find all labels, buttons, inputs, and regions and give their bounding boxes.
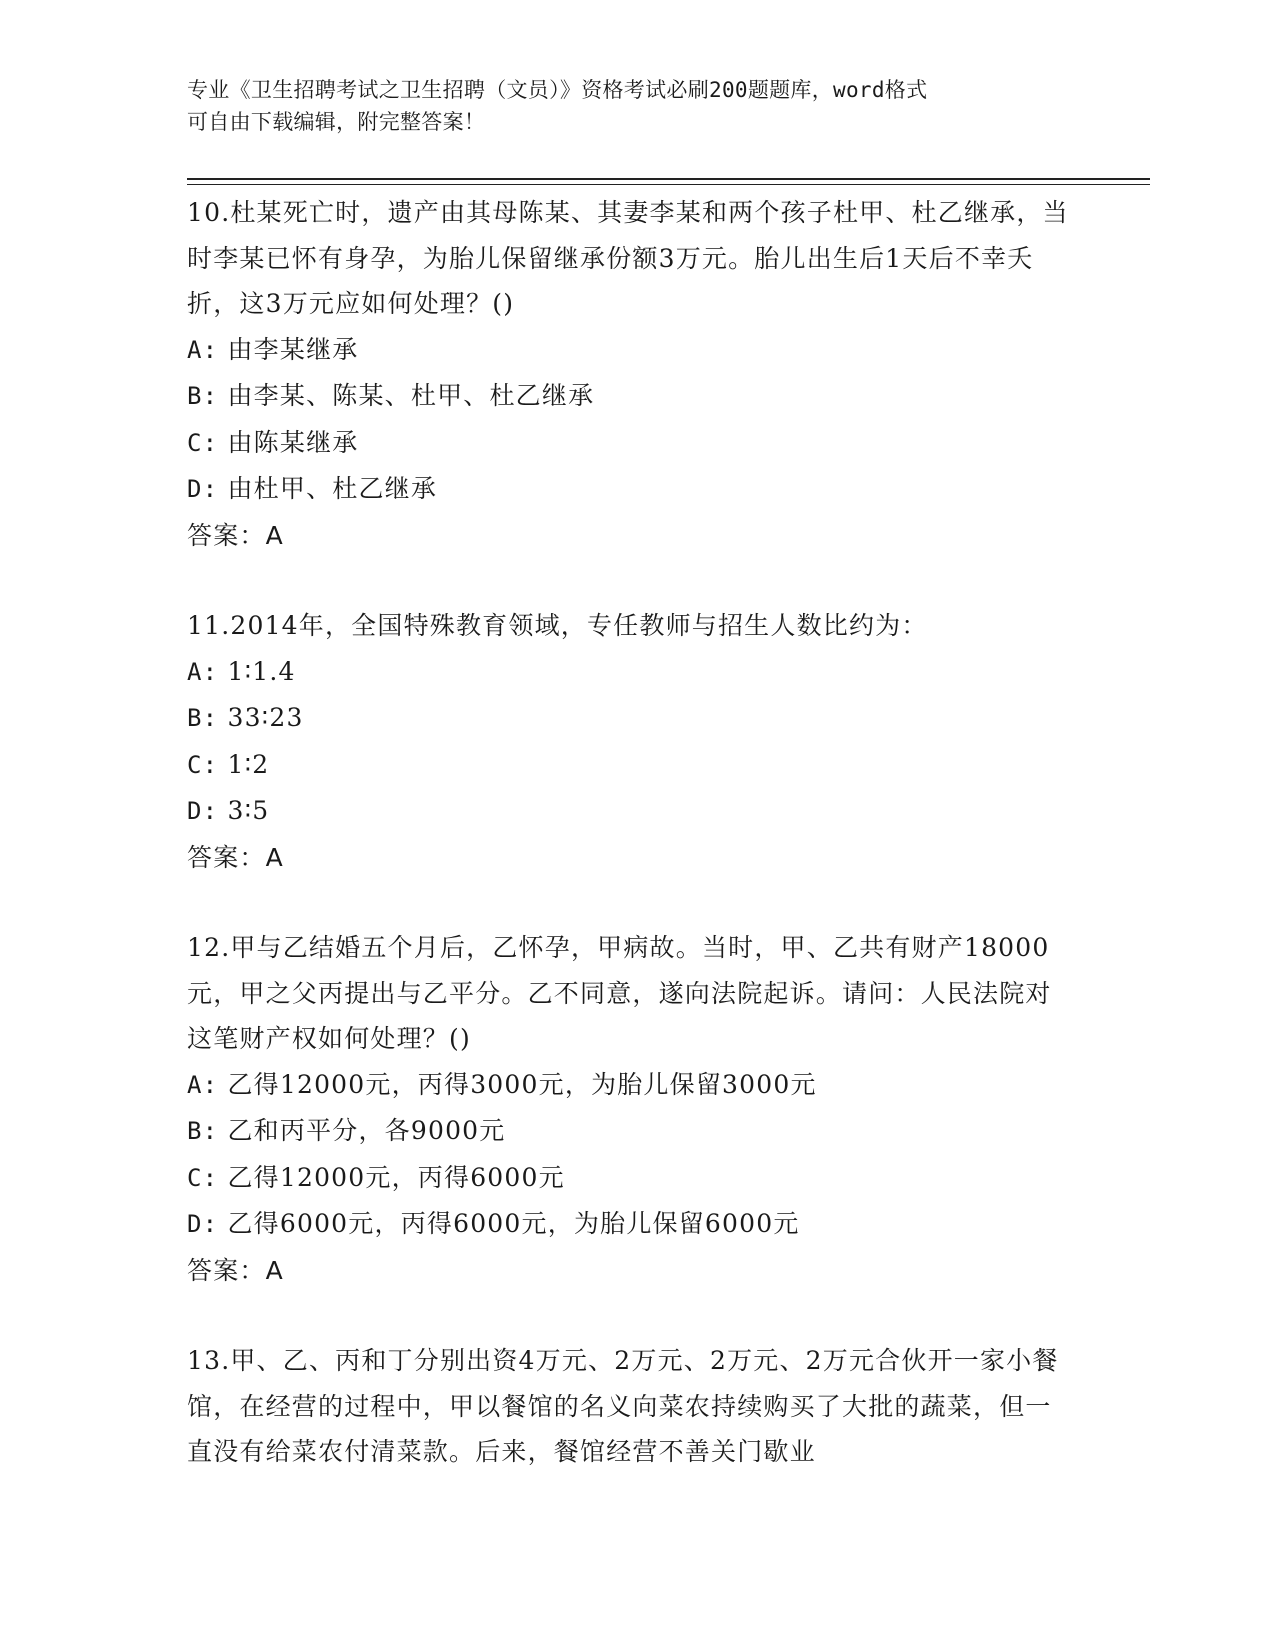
option-letter: B: [187, 382, 219, 410]
option-letter: A: [187, 1070, 219, 1099]
option-text: 乙得12000元，丙得3000元，为胎儿保留3000元 [227, 1069, 817, 1099]
option-c [187, 420, 1087, 467]
option-text: 由李某继承 [227, 334, 359, 364]
header-divider-thick [187, 178, 1150, 180]
option-text: 33∶23 [227, 703, 304, 732]
answer-line: 答案：A [187, 1255, 284, 1285]
header-line-2: 可自由下载编辑，附完整答案！ [187, 110, 486, 134]
header-line-1: 专业《卫生招聘考试之卫生招聘（文员）》资格考试必刷200题题库，word格式 [187, 78, 928, 102]
question-stem: 13.甲、乙、丙和丁分别出资4万元、2万元、2万元、2万元合伙开一家小餐馆，在经营的过程中，甲以餐馆的名义向菜农持续购买了大批的蔬菜，但一直没有给菜农付清菜款。后来，餐馆经营不善关门歇业 [187, 1346, 1059, 1466]
option-a [187, 649, 1087, 696]
option-letter: C: [187, 750, 219, 779]
option-letter: A: [187, 657, 219, 686]
option-letter: B: [187, 1117, 219, 1145]
option-a [187, 327, 1087, 374]
option-letter: D: [187, 797, 219, 825]
option-a [187, 1062, 1087, 1109]
option-letter: A: [187, 335, 219, 364]
option-text: 由杜甲、杜乙继承 [227, 474, 438, 503]
option-text: 1∶2 [227, 749, 270, 779]
option-text: 由李某、陈某、杜甲、杜乙继承 [227, 381, 595, 410]
option-text: 3∶5 [227, 796, 270, 825]
option-letter: D: [187, 475, 219, 503]
option-letter: B: [187, 704, 219, 732]
option-text: 乙得6000元，丙得6000元，为胎儿保留6000元 [227, 1209, 800, 1238]
option-d [187, 788, 1087, 835]
question-stem: 12.甲与乙结婚五个月后，乙怀孕，甲病故。当时，甲、乙共有财产18000元，甲之父丙提出与乙平分。乙不同意，遂向法院起诉。请问：人民法院对这笔财产权如何处理？() [187, 933, 1052, 1053]
question-stem: 10.杜某死亡时，遗产由其母陈某、其妻李某和两个孩子杜甲、杜乙继承，当时李某已怀有身孕，为胎儿保留继承份额3万元。胎儿出生后1天后不幸夭折，这3万元应如何处理？() [187, 198, 1069, 318]
option-b [187, 373, 1087, 420]
option-b [187, 695, 1087, 742]
question-12 [187, 925, 1087, 1293]
question-10 [187, 190, 1087, 558]
option-letter: D: [187, 1210, 219, 1238]
option-d [187, 1201, 1087, 1248]
option-text: 乙得12000元，丙得6000元 [227, 1162, 565, 1192]
option-letter: C: [187, 428, 219, 457]
option-c [187, 742, 1087, 789]
option-c [187, 1155, 1087, 1202]
question-stem: 11.2014年，全国特殊教育领域，专任教师与招生人数比约为： [187, 611, 928, 640]
option-text: 由陈某继承 [227, 427, 359, 457]
option-b [187, 1108, 1087, 1155]
answer-line: 答案：A [187, 842, 284, 872]
option-text: 乙和丙平分，各9000元 [227, 1116, 506, 1145]
question-list [187, 190, 1087, 1520]
header-divider-thin [187, 184, 1150, 185]
question-13 [187, 1338, 1087, 1475]
answer-line: 答案：A [187, 520, 284, 550]
document-header [187, 74, 1067, 138]
question-11 [187, 603, 1087, 880]
option-text: 1∶1.4 [227, 656, 296, 686]
option-letter: C: [187, 1163, 219, 1192]
option-d [187, 466, 1087, 513]
